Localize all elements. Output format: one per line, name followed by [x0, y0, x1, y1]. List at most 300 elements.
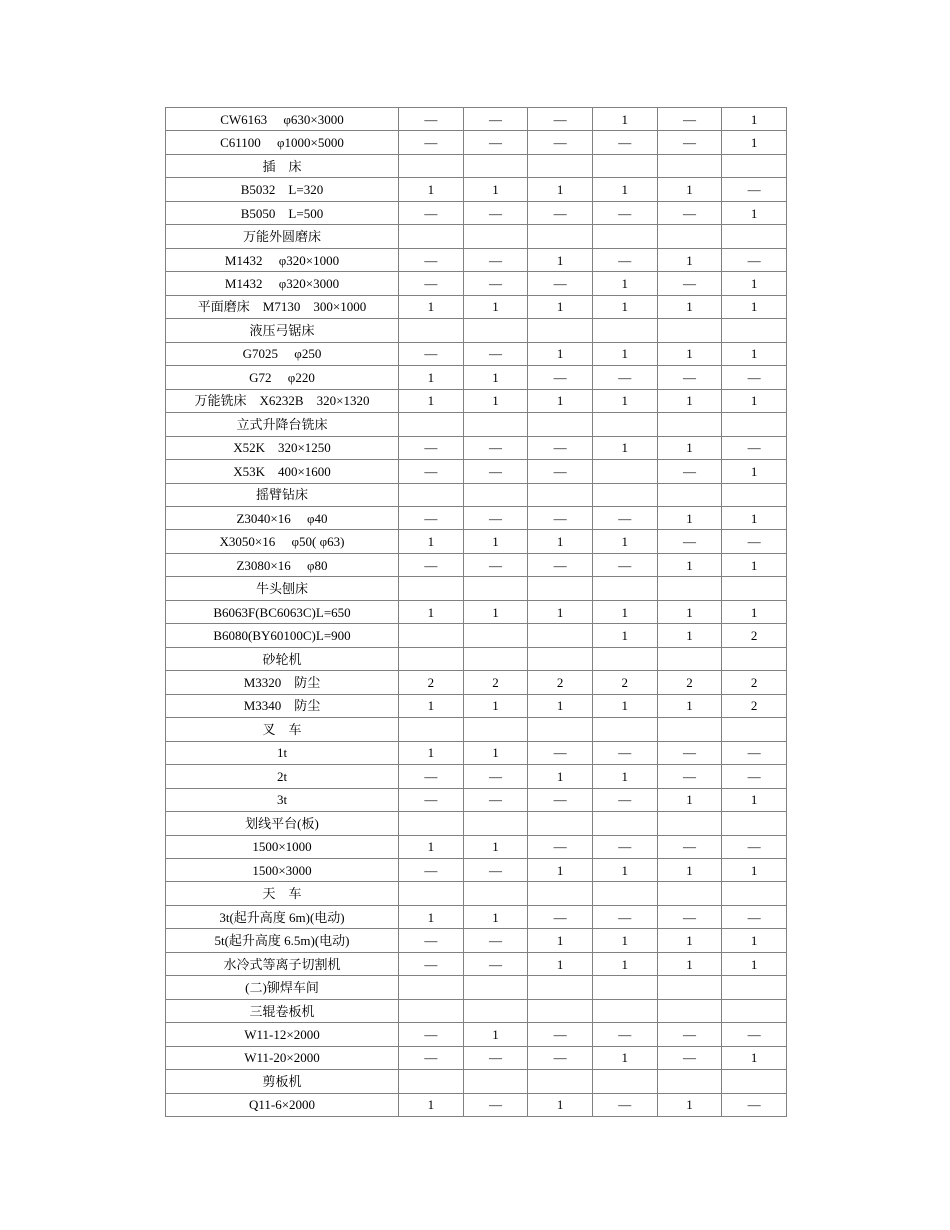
quantity-cell-1 — [399, 577, 464, 600]
quantity-cell-2 — [463, 882, 528, 905]
quantity-cell-4: — — [592, 788, 657, 811]
table-row — [166, 859, 787, 882]
quantity-cell-6: 1 — [722, 1046, 787, 1069]
quantity-cell-5: 1 — [657, 624, 722, 647]
equipment-name-cell: X3050×16 φ50( φ63) — [166, 530, 399, 553]
equipment-name-cell: M3320 防尘 — [166, 671, 399, 694]
quantity-cell-6: 1 — [722, 108, 787, 131]
quantity-cell-4: 1 — [592, 1046, 657, 1069]
quantity-cell-1 — [399, 976, 464, 999]
quantity-cell-6: — — [722, 765, 787, 788]
quantity-cell-5: — — [657, 108, 722, 131]
quantity-cell-2: — — [463, 952, 528, 975]
quantity-cell-6: 1 — [722, 201, 787, 224]
quantity-cell-2: 1 — [463, 366, 528, 389]
equipment-name-cell: C61100 φ1000×5000 — [166, 131, 399, 154]
table-row — [166, 553, 787, 576]
quantity-cell-2 — [463, 577, 528, 600]
equipment-name-cell: 砂轮机 — [166, 647, 399, 670]
table-row — [166, 952, 787, 975]
quantity-cell-2: 1 — [463, 178, 528, 201]
quantity-cell-2 — [463, 999, 528, 1022]
quantity-cell-3: — — [528, 905, 593, 928]
equipment-name-cell: 1t — [166, 741, 399, 764]
quantity-cell-2 — [463, 812, 528, 835]
quantity-cell-1: — — [399, 108, 464, 131]
quantity-cell-4 — [592, 483, 657, 506]
quantity-cell-3: 1 — [528, 765, 593, 788]
quantity-cell-1: — — [399, 553, 464, 576]
quantity-cell-5: — — [657, 460, 722, 483]
equipment-name-cell: 2t — [166, 765, 399, 788]
equipment-name-cell: 摇臂钻床 — [166, 483, 399, 506]
table-row — [166, 741, 787, 764]
quantity-cell-2: — — [463, 248, 528, 271]
quantity-cell-5: — — [657, 741, 722, 764]
table-row — [166, 671, 787, 694]
quantity-cell-6: — — [722, 178, 787, 201]
quantity-cell-3: 1 — [528, 530, 593, 553]
quantity-cell-6: 2 — [722, 624, 787, 647]
equipment-name-cell: 1500×3000 — [166, 859, 399, 882]
quantity-cell-6: — — [722, 248, 787, 271]
quantity-cell-1: — — [399, 201, 464, 224]
quantity-cell-4: 1 — [592, 178, 657, 201]
quantity-cell-2: 1 — [463, 694, 528, 717]
table-row — [166, 835, 787, 858]
quantity-cell-2 — [463, 647, 528, 670]
quantity-cell-4: — — [592, 741, 657, 764]
equipment-name-cell: G7025 φ250 — [166, 342, 399, 365]
quantity-cell-6: 1 — [722, 788, 787, 811]
quantity-cell-5: 1 — [657, 506, 722, 529]
quantity-cell-4: — — [592, 506, 657, 529]
quantity-cell-5 — [657, 882, 722, 905]
equipment-name-cell: Q11-6×2000 — [166, 1093, 399, 1116]
quantity-cell-1 — [399, 647, 464, 670]
quantity-cell-3 — [528, 882, 593, 905]
quantity-cell-3: — — [528, 835, 593, 858]
quantity-cell-3 — [528, 647, 593, 670]
quantity-cell-4: 1 — [592, 600, 657, 623]
quantity-cell-6 — [722, 882, 787, 905]
table-row — [166, 460, 787, 483]
quantity-cell-2 — [463, 413, 528, 436]
quantity-cell-3: 1 — [528, 178, 593, 201]
quantity-cell-4: 1 — [592, 295, 657, 318]
equipment-name-cell: 万能铣床 X6232B 320×1320 — [166, 389, 399, 412]
quantity-cell-2: 1 — [463, 905, 528, 928]
quantity-cell-1 — [399, 483, 464, 506]
quantity-cell-5: — — [657, 366, 722, 389]
table-row — [166, 1023, 787, 1046]
equipment-name-cell: 平面磨床 M7130 300×1000 — [166, 295, 399, 318]
quantity-cell-4 — [592, 999, 657, 1022]
quantity-cell-6: 1 — [722, 389, 787, 412]
quantity-cell-2: — — [463, 929, 528, 952]
quantity-cell-1: 1 — [399, 389, 464, 412]
quantity-cell-6: — — [722, 436, 787, 459]
table-row — [166, 600, 787, 623]
quantity-cell-4: — — [592, 366, 657, 389]
quantity-cell-2: — — [463, 859, 528, 882]
quantity-cell-5 — [657, 154, 722, 177]
quantity-cell-1 — [399, 812, 464, 835]
quantity-cell-5: 1 — [657, 929, 722, 952]
quantity-cell-3 — [528, 976, 593, 999]
quantity-cell-2: 1 — [463, 741, 528, 764]
quantity-cell-2: — — [463, 201, 528, 224]
quantity-cell-2: 1 — [463, 600, 528, 623]
quantity-cell-3: 1 — [528, 248, 593, 271]
quantity-cell-4 — [592, 1070, 657, 1093]
quantity-cell-1: — — [399, 952, 464, 975]
quantity-cell-1: — — [399, 460, 464, 483]
quantity-cell-6 — [722, 154, 787, 177]
table-row — [166, 788, 787, 811]
quantity-cell-2: — — [463, 553, 528, 576]
equipment-name-cell: 牛头刨床 — [166, 577, 399, 600]
quantity-cell-1: — — [399, 248, 464, 271]
quantity-cell-1: 1 — [399, 178, 464, 201]
quantity-cell-5: 1 — [657, 553, 722, 576]
equipment-name-cell: 三辊卷板机 — [166, 999, 399, 1022]
table-row — [166, 1093, 787, 1116]
quantity-cell-5 — [657, 225, 722, 248]
quantity-cell-6 — [722, 225, 787, 248]
quantity-cell-4: — — [592, 201, 657, 224]
quantity-cell-2: — — [463, 131, 528, 154]
quantity-cell-5: — — [657, 272, 722, 295]
quantity-cell-1 — [399, 718, 464, 741]
quantity-cell-3: — — [528, 506, 593, 529]
table-row — [166, 976, 787, 999]
table-row — [166, 248, 787, 271]
quantity-cell-6 — [722, 999, 787, 1022]
equipment-name-cell: 剪板机 — [166, 1070, 399, 1093]
quantity-cell-5: — — [657, 905, 722, 928]
quantity-cell-2 — [463, 483, 528, 506]
quantity-cell-4: — — [592, 248, 657, 271]
quantity-cell-1 — [399, 225, 464, 248]
quantity-cell-4: 1 — [592, 272, 657, 295]
quantity-cell-6: — — [722, 741, 787, 764]
equipment-name-cell: 3t — [166, 788, 399, 811]
table-row — [166, 342, 787, 365]
quantity-cell-6: — — [722, 1023, 787, 1046]
quantity-cell-4: 2 — [592, 671, 657, 694]
quantity-cell-5: — — [657, 131, 722, 154]
quantity-cell-5: 1 — [657, 178, 722, 201]
quantity-cell-4: 1 — [592, 530, 657, 553]
quantity-cell-6 — [722, 483, 787, 506]
quantity-cell-3: — — [528, 1046, 593, 1069]
quantity-cell-5: — — [657, 530, 722, 553]
table-row — [166, 530, 787, 553]
quantity-cell-1: — — [399, 788, 464, 811]
quantity-cell-3: — — [528, 201, 593, 224]
quantity-cell-3: 1 — [528, 389, 593, 412]
quantity-cell-2 — [463, 319, 528, 342]
table-row — [166, 295, 787, 318]
quantity-cell-6: 1 — [722, 600, 787, 623]
quantity-cell-5 — [657, 647, 722, 670]
quantity-cell-1: 1 — [399, 741, 464, 764]
table-row — [166, 929, 787, 952]
quantity-cell-2: 1 — [463, 295, 528, 318]
quantity-cell-1: — — [399, 506, 464, 529]
equipment-name-cell: 水冷式等离子切割机 — [166, 952, 399, 975]
quantity-cell-2 — [463, 624, 528, 647]
quantity-cell-3 — [528, 225, 593, 248]
quantity-cell-3: — — [528, 272, 593, 295]
quantity-cell-2: — — [463, 108, 528, 131]
quantity-cell-3 — [528, 718, 593, 741]
equipment-name-cell: 插 床 — [166, 154, 399, 177]
quantity-cell-5: — — [657, 1046, 722, 1069]
quantity-cell-4: — — [592, 553, 657, 576]
quantity-cell-4: 1 — [592, 952, 657, 975]
quantity-cell-5: — — [657, 1023, 722, 1046]
equipment-name-cell: M1432 φ320×1000 — [166, 248, 399, 271]
table-row — [166, 765, 787, 788]
table-row — [166, 483, 787, 506]
quantity-cell-6 — [722, 718, 787, 741]
quantity-cell-5: — — [657, 765, 722, 788]
quantity-cell-1: 2 — [399, 671, 464, 694]
quantity-cell-5: 1 — [657, 859, 722, 882]
quantity-cell-6: 1 — [722, 859, 787, 882]
quantity-cell-5 — [657, 976, 722, 999]
quantity-cell-6: 2 — [722, 671, 787, 694]
quantity-cell-5: 1 — [657, 295, 722, 318]
quantity-cell-5 — [657, 413, 722, 436]
quantity-cell-5: 1 — [657, 248, 722, 271]
table-row — [166, 108, 787, 131]
quantity-cell-6: 1 — [722, 295, 787, 318]
quantity-cell-1: 1 — [399, 530, 464, 553]
equipment-name-cell: B5050 L=500 — [166, 201, 399, 224]
quantity-cell-6: 1 — [722, 952, 787, 975]
quantity-cell-1: 1 — [399, 1093, 464, 1116]
quantity-cell-3: — — [528, 460, 593, 483]
equipment-name-cell: 1500×1000 — [166, 835, 399, 858]
quantity-cell-2: — — [463, 1093, 528, 1116]
quantity-cell-3: 1 — [528, 929, 593, 952]
quantity-cell-4 — [592, 718, 657, 741]
quantity-cell-6 — [722, 577, 787, 600]
quantity-cell-5 — [657, 718, 722, 741]
quantity-cell-4 — [592, 154, 657, 177]
table-row — [166, 413, 787, 436]
quantity-cell-6 — [722, 976, 787, 999]
quantity-cell-3 — [528, 624, 593, 647]
equipment-table — [165, 107, 787, 1117]
quantity-cell-1: — — [399, 436, 464, 459]
quantity-cell-2: 1 — [463, 530, 528, 553]
quantity-cell-6: — — [722, 366, 787, 389]
quantity-cell-1: — — [399, 131, 464, 154]
quantity-cell-2 — [463, 154, 528, 177]
table-row — [166, 178, 787, 201]
quantity-cell-6: 1 — [722, 553, 787, 576]
quantity-cell-4: — — [592, 1093, 657, 1116]
table-row — [166, 506, 787, 529]
quantity-cell-1: — — [399, 859, 464, 882]
table-row — [166, 272, 787, 295]
quantity-cell-4 — [592, 577, 657, 600]
quantity-cell-2 — [463, 718, 528, 741]
quantity-cell-2: — — [463, 788, 528, 811]
quantity-cell-6: — — [722, 835, 787, 858]
equipment-name-cell: X53K 400×1600 — [166, 460, 399, 483]
quantity-cell-2: 2 — [463, 671, 528, 694]
table-row — [166, 319, 787, 342]
quantity-cell-4 — [592, 460, 657, 483]
quantity-cell-3: — — [528, 366, 593, 389]
quantity-cell-3: 1 — [528, 295, 593, 318]
quantity-cell-1: — — [399, 765, 464, 788]
quantity-cell-2: — — [463, 1046, 528, 1069]
quantity-cell-4 — [592, 647, 657, 670]
quantity-cell-6: 1 — [722, 506, 787, 529]
quantity-cell-2: 1 — [463, 835, 528, 858]
quantity-cell-1: 1 — [399, 600, 464, 623]
quantity-cell-1 — [399, 624, 464, 647]
quantity-cell-1: 1 — [399, 835, 464, 858]
quantity-cell-2: — — [463, 342, 528, 365]
quantity-cell-4: 1 — [592, 765, 657, 788]
quantity-cell-3 — [528, 483, 593, 506]
table-row — [166, 131, 787, 154]
quantity-cell-6: — — [722, 530, 787, 553]
table-row — [166, 882, 787, 905]
table-row — [166, 389, 787, 412]
quantity-cell-6: 2 — [722, 694, 787, 717]
quantity-cell-1: — — [399, 1046, 464, 1069]
table-row — [166, 154, 787, 177]
table-row — [166, 718, 787, 741]
quantity-cell-4: 1 — [592, 859, 657, 882]
table-row — [166, 999, 787, 1022]
quantity-cell-2: — — [463, 765, 528, 788]
equipment-name-cell: 3t(起升高度 6m)(电动) — [166, 905, 399, 928]
quantity-cell-6: — — [722, 1093, 787, 1116]
quantity-cell-5: — — [657, 201, 722, 224]
quantity-cell-2: — — [463, 272, 528, 295]
quantity-cell-2: — — [463, 460, 528, 483]
quantity-cell-2 — [463, 1070, 528, 1093]
quantity-cell-5: 1 — [657, 436, 722, 459]
quantity-cell-3: 1 — [528, 1093, 593, 1116]
equipment-name-cell: W11-20×2000 — [166, 1046, 399, 1069]
equipment-name-cell: 5t(起升高度 6.5m)(电动) — [166, 929, 399, 952]
quantity-cell-2: — — [463, 436, 528, 459]
quantity-cell-5: 2 — [657, 671, 722, 694]
quantity-cell-5 — [657, 577, 722, 600]
equipment-name-cell: 叉 车 — [166, 718, 399, 741]
quantity-cell-6: 1 — [722, 929, 787, 952]
quantity-cell-4: 1 — [592, 624, 657, 647]
quantity-cell-1 — [399, 999, 464, 1022]
quantity-cell-1: — — [399, 272, 464, 295]
quantity-cell-3: — — [528, 436, 593, 459]
quantity-cell-3: 1 — [528, 952, 593, 975]
quantity-cell-4: 1 — [592, 436, 657, 459]
equipment-name-cell: 液压弓锯床 — [166, 319, 399, 342]
equipment-name-cell: 划线平台(板) — [166, 812, 399, 835]
quantity-cell-6: — — [722, 905, 787, 928]
quantity-cell-2: 1 — [463, 1023, 528, 1046]
quantity-cell-3 — [528, 999, 593, 1022]
quantity-cell-3 — [528, 812, 593, 835]
quantity-cell-4 — [592, 413, 657, 436]
quantity-cell-5: 1 — [657, 342, 722, 365]
quantity-cell-4 — [592, 976, 657, 999]
quantity-cell-6 — [722, 812, 787, 835]
quantity-cell-5: — — [657, 835, 722, 858]
quantity-cell-6: 1 — [722, 342, 787, 365]
quantity-cell-5 — [657, 812, 722, 835]
quantity-cell-4: 1 — [592, 389, 657, 412]
table-row — [166, 1046, 787, 1069]
quantity-cell-6 — [722, 319, 787, 342]
quantity-cell-1: 1 — [399, 905, 464, 928]
quantity-cell-3 — [528, 413, 593, 436]
table-row — [166, 225, 787, 248]
equipment-name-cell: B6063F(BC6063C)L=650 — [166, 600, 399, 623]
quantity-cell-3: — — [528, 788, 593, 811]
quantity-cell-3: — — [528, 1023, 593, 1046]
quantity-cell-6 — [722, 413, 787, 436]
quantity-cell-4 — [592, 319, 657, 342]
equipment-name-cell: W11-12×2000 — [166, 1023, 399, 1046]
quantity-cell-1: 1 — [399, 694, 464, 717]
quantity-cell-5 — [657, 1070, 722, 1093]
quantity-cell-1: — — [399, 929, 464, 952]
quantity-cell-5: 1 — [657, 600, 722, 623]
quantity-cell-6 — [722, 647, 787, 670]
equipment-name-cell: X52K 320×1250 — [166, 436, 399, 459]
quantity-cell-3: 1 — [528, 859, 593, 882]
quantity-cell-1 — [399, 319, 464, 342]
equipment-name-cell: Z3080×16 φ80 — [166, 553, 399, 576]
quantity-cell-5 — [657, 483, 722, 506]
table-row — [166, 905, 787, 928]
table-row — [166, 624, 787, 647]
quantity-cell-5: 1 — [657, 1093, 722, 1116]
quantity-cell-1 — [399, 413, 464, 436]
quantity-cell-2 — [463, 976, 528, 999]
quantity-cell-4 — [592, 882, 657, 905]
equipment-name-cell: CW6163 φ630×3000 — [166, 108, 399, 131]
quantity-cell-5: 1 — [657, 952, 722, 975]
equipment-name-cell: M3340 防尘 — [166, 694, 399, 717]
quantity-cell-4: 1 — [592, 342, 657, 365]
equipment-name-cell: B5032 L=320 — [166, 178, 399, 201]
quantity-cell-3: — — [528, 741, 593, 764]
equipment-name-cell: (二)铆焊车间 — [166, 976, 399, 999]
quantity-cell-4: 1 — [592, 929, 657, 952]
equipment-name-cell: B6080(BY60100C)L=900 — [166, 624, 399, 647]
quantity-cell-5 — [657, 319, 722, 342]
quantity-cell-4: 1 — [592, 108, 657, 131]
table-row — [166, 436, 787, 459]
quantity-cell-1 — [399, 154, 464, 177]
quantity-cell-4: 1 — [592, 694, 657, 717]
quantity-cell-5 — [657, 999, 722, 1022]
table-row — [166, 812, 787, 835]
